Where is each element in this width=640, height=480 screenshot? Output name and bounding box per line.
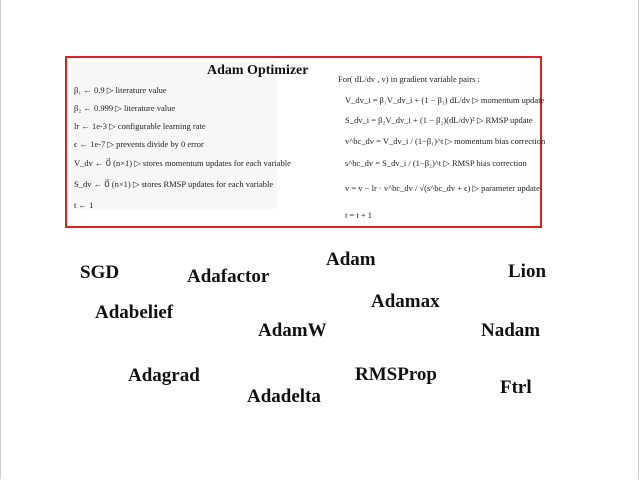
optimizer-label-nadam: Nadam — [481, 320, 541, 341]
update-loop-panel — [335, 58, 546, 226]
rmsp-bias-correction-line: s^bc_dv = S_dv_i / (1−β₂)^t ▷ RMSP bias correction — [345, 158, 527, 168]
timestep-init-line: t ← 1 — [74, 200, 94, 210]
momentum-vector-line: V_dv ← 0⃗ (n×1) ▷ stores momentum updates for each variable — [74, 158, 291, 168]
optimizer-label-lion: Lion — [508, 261, 547, 282]
hyperparameter-panel — [71, 61, 291, 210]
momentum-update-line: V_dv_i = β₁V_dv_i + (1 − β₁) dL/dv ▷ momentum update — [345, 95, 545, 105]
optimizer-label-sgd: SGD — [80, 262, 120, 283]
rmsp-vector-line: S_dv ← 0⃗ (n×1) ▷ stores RMSP updates for each variable — [74, 179, 274, 189]
optimizer-label-adabelief: Adabelief — [95, 302, 174, 323]
timestep-increment-line: t = t + 1 — [345, 210, 373, 220]
beta1-line: β₁ ← 0.9 ▷ literature value — [74, 85, 167, 95]
optimizer-label-adamw: AdamW — [258, 320, 327, 341]
learning-rate-line: lr ← 1e-3 ▷ configurable learning rate — [74, 121, 206, 131]
adam-algorithm-box — [65, 56, 546, 228]
beta2-line: β₂ ← 0.999 ▷ literature value — [74, 103, 176, 113]
parameter-update-line: v = v − lr · v^bc_dv / √(s^bc_dv + ϵ) ▷ parameter update — [345, 183, 540, 193]
momentum-bias-correction-line: v^bc_dv = V_dv_i / (1−β₁)^t ▷ momentum bias correction — [345, 136, 546, 146]
optimizer-label-adagrad: Adagrad — [128, 365, 200, 386]
optimizer-label-adam: Adam — [326, 249, 376, 270]
optimizer-label-rmsprop: RMSProp — [355, 364, 437, 385]
algorithm-title: Adam Optimizer — [207, 63, 309, 78]
optimizer-label-adafactor: Adafactor — [187, 266, 270, 287]
loop-header-line: For( dL/dv , v) in gradient variable pairs : — [338, 74, 480, 84]
optimizer-label-adadelta: Adadelta — [247, 386, 321, 407]
optimizer-label-ftrl: Ftrl — [500, 377, 532, 398]
epsilon-line: ϵ ← 1e-7 ▷ prevents divide by 0 error — [74, 139, 204, 149]
rmsp-update-line: S_dv_i = β₂V_dv_i + (1 − β₂)(dL/dv)² ▷ RMSP update — [345, 115, 533, 125]
optimizer-label-adamax: Adamax — [371, 291, 440, 312]
